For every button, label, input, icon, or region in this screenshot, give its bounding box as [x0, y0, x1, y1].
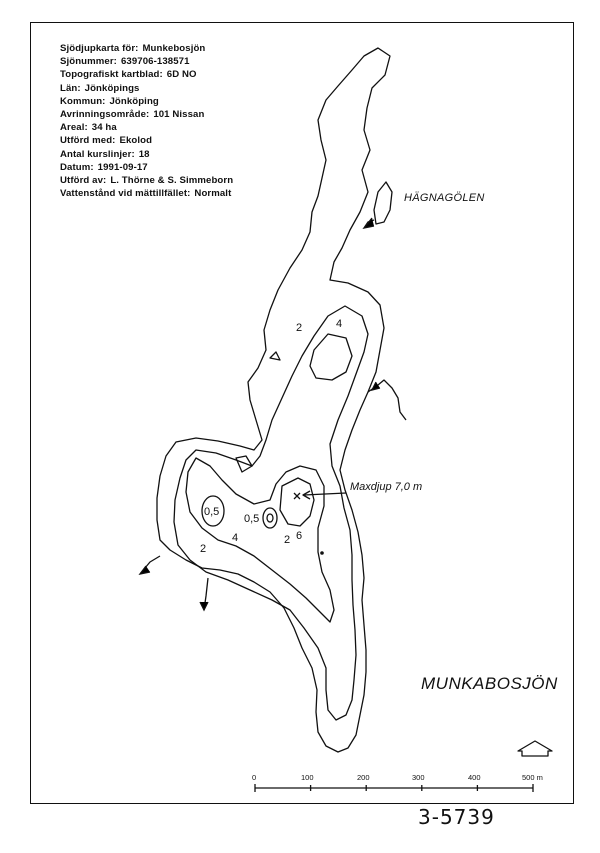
info-value: Ekolod — [119, 135, 153, 147]
arrow-stream-south — [200, 602, 208, 610]
contour-label: 2 — [284, 534, 291, 546]
pond-hagnagolen — [374, 182, 392, 224]
info-label: Sjönummer: — [60, 56, 117, 68]
info-value: Normalt — [194, 188, 232, 200]
info-label: Sjödjupkarta för: — [60, 43, 139, 54]
pond-name-label: HÄGNAGÖLEN — [404, 192, 485, 204]
info-label: Utförd med: — [60, 135, 116, 147]
depth-contour-6m — [280, 478, 314, 526]
catalog-number: 3-5739 — [418, 805, 495, 829]
info-label: Län: — [60, 82, 81, 94]
contour-label: 2 — [296, 322, 303, 334]
scale-tick-label: 0 — [252, 773, 257, 782]
scale-tick-label: 100 — [301, 773, 314, 782]
arrow-stream-east — [372, 382, 380, 390]
info-value: 6D NO — [166, 69, 197, 81]
info-label: Vattenstånd vid mättillfället: — [60, 188, 191, 200]
depth-contour-4m-north — [310, 334, 352, 380]
info-value: Munkebosjön — [142, 43, 206, 54]
scale-tick-label: 200 — [357, 773, 370, 782]
shoal-contour-central — [263, 508, 277, 528]
info-value: 1991-09-17 — [97, 161, 148, 173]
arrow-stream-west — [140, 566, 150, 574]
contour-label: 0,5 — [244, 513, 260, 525]
island-north — [270, 352, 280, 360]
info-value: 101 Nissan — [153, 109, 205, 121]
info-label: Avrinningsområde: — [60, 109, 150, 121]
info-value: 18 — [138, 148, 150, 160]
arrow-stream-pond — [364, 218, 374, 228]
contour-label: 4 — [336, 318, 343, 330]
island-east — [236, 456, 252, 472]
north-arrow-icon — [518, 741, 552, 756]
info-label: Areal: — [60, 122, 88, 134]
info-value: L. Thörne & S. Simmeborn — [110, 175, 234, 187]
contour-label: 6 — [296, 530, 303, 542]
max-depth-leader — [304, 493, 346, 495]
depth-contour-4m — [186, 458, 334, 622]
scale-tick-label: 400 — [468, 773, 481, 782]
info-label: Datum: — [60, 161, 94, 173]
info-value: 34 ha — [91, 122, 117, 134]
lake-name-label: MUNKABOSJÖN — [421, 674, 558, 693]
sounding-point — [320, 551, 324, 555]
max-depth-label: Maxdjup 7,0 m — [350, 481, 423, 493]
contour-label: 4 — [232, 532, 239, 544]
max-depth-marker — [294, 493, 300, 499]
info-label: Kommun: — [60, 95, 106, 107]
contour-label: 2 — [200, 543, 207, 555]
info-label: Antal kurslinjer: — [60, 148, 135, 160]
scale-tick-label: 500 m — [522, 773, 543, 782]
scale-tick-label: 300 — [412, 773, 425, 782]
info-value: Jönköpings — [84, 82, 140, 94]
info-label: Topografiskt kartblad: — [60, 69, 163, 81]
info-value: Jönköping — [109, 95, 159, 107]
shoal-contour-central-inner — [267, 514, 273, 522]
info-label: Utförd av: — [60, 175, 107, 187]
info-value: 639706-138571 — [120, 56, 190, 68]
contour-label: 0,5 — [204, 506, 220, 518]
